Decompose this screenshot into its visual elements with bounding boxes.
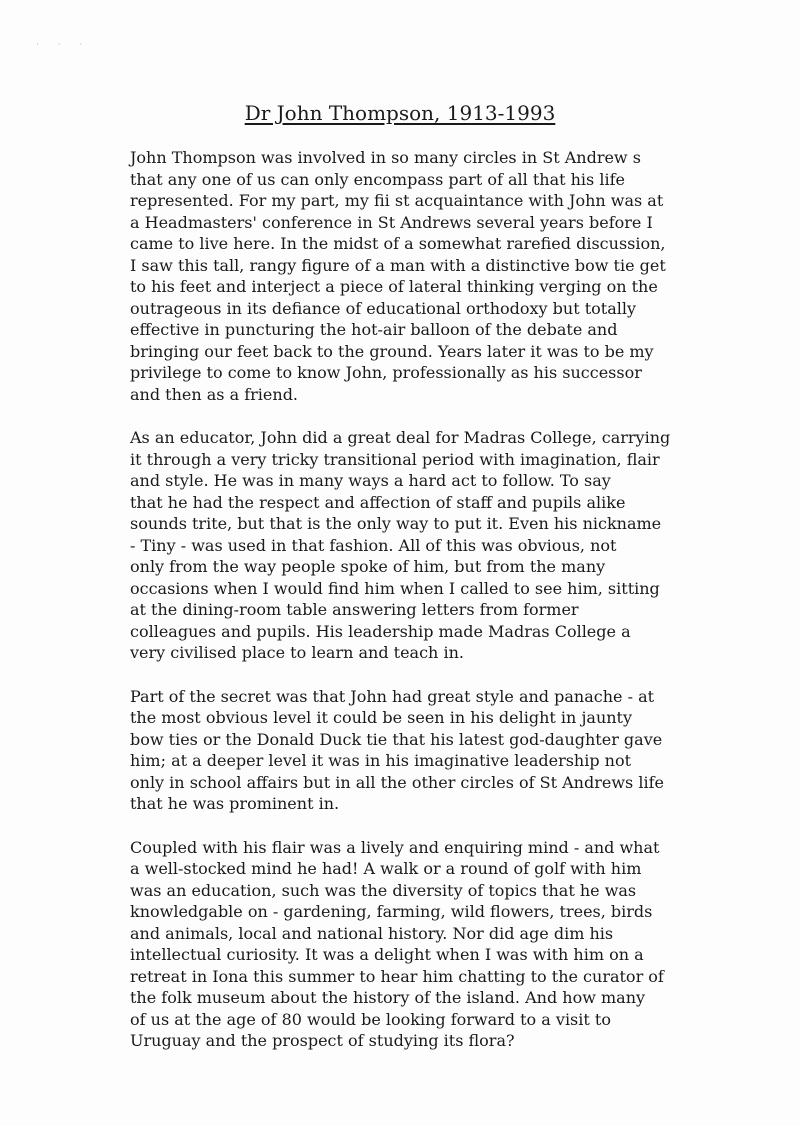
text-line: came to live here. In the midst of a somewhat rarefied discussion,	[130, 234, 666, 253]
text-line: and animals, local and national history. Nor did age dim his	[130, 923, 614, 943]
text-line: outrageous in its defiance of educational orthodoxy but totally	[130, 298, 637, 318]
text-line: that any one of us can only encompass part of all that his life	[130, 169, 625, 189]
text-line: - Tiny - was used in that fashion. All of this was obvious, not	[130, 535, 617, 555]
text-line: privilege to come to know John, professionally as his successor	[130, 363, 642, 382]
text-line: it through a very tricky transitional period with imagination, flair	[130, 449, 660, 469]
text-line: to his feet and interject a piece of lateral thinking verging on the	[130, 277, 658, 296]
text-line: Uruguay and the prospect of studying its flora?	[130, 1031, 515, 1050]
text-line: effective in puncturing the hot-air balloon of the debate and	[130, 320, 618, 339]
body-text	[130, 147, 720, 1074]
text-line: a well-stocked mind he had! A walk or a round of golf with him	[130, 859, 642, 878]
text-line: was an education, such was the diversity of topics that he was	[130, 880, 637, 900]
paragraph-4	[130, 837, 720, 1052]
text-line: bringing our feet back to the ground. Years later it was to be my	[130, 341, 654, 361]
scan-speck-marks: · · ·	[36, 40, 91, 50]
text-line: and then as a friend.	[130, 384, 299, 404]
page-title-text: Dr John Thompson, 1913-1993	[244, 101, 556, 125]
text-line: a Headmasters' conference in St Andrews several years before I	[130, 212, 653, 232]
text-line: represented. For my part, my fii st acquaintance with John was at	[130, 191, 664, 210]
text-line: I saw this tall, rangy figure of a man with a distinctive bow tie get	[130, 255, 666, 275]
text-line: that he had the respect and affection of staff and pupils alike	[130, 492, 626, 512]
text-line: him; at a deeper level it was in his imaginative leadership not	[130, 751, 632, 770]
paragraph-3	[130, 686, 720, 815]
page-title	[0, 100, 800, 126]
text-line: sounds trite, but that is the only way to put it. Even his nickname	[130, 514, 662, 533]
text-line: only in school affairs but in all the other circles of St Andrews life	[130, 772, 664, 792]
text-line: retreat in Iona this summer to hear him chatting to the curator of	[130, 966, 664, 986]
text-line: Coupled with his flair was a lively and enquiring mind - and what	[130, 837, 660, 857]
text-line: that he was prominent in.	[130, 794, 340, 813]
text-line: knowledgable on - gardening, farming, wild flowers, trees, birds	[130, 902, 653, 921]
text-line: only from the way people spoke of him, but from the many	[130, 557, 606, 576]
text-line: John Thompson was involved in so many circles in St Andrew s	[130, 148, 641, 167]
text-line: intellectual curiosity. It was a delight when I was with him on a	[130, 945, 644, 964]
text-line: the most obvious level it could be seen in his delight in jaunty	[130, 708, 633, 727]
text-line: very civilised place to learn and teach in.	[130, 643, 464, 662]
text-line: Part of the secret was that John had great style and panache - at	[130, 686, 655, 706]
text-line: colleagues and pupils. His leadership made Madras College a	[130, 621, 631, 641]
paragraph-1	[130, 147, 720, 405]
text-line: of us at the age of 80 would be looking forward to a visit to	[130, 1009, 611, 1029]
text-line: bow ties or the Donald Duck tie that his latest god-daughter gave	[130, 729, 663, 749]
text-line: As an educator, John did a great deal for Madras College, carrying	[130, 428, 671, 447]
text-line: and style. He was in many ways a hard act to follow. To say	[130, 471, 611, 490]
paragraph-2	[130, 427, 720, 664]
text-line: at the dining-room table answering letters from former	[130, 600, 579, 619]
text-line: the folk museum about the history of the island. And how many	[130, 988, 646, 1007]
text-line: occasions when I would find him when I called to see him, sitting	[130, 578, 660, 598]
